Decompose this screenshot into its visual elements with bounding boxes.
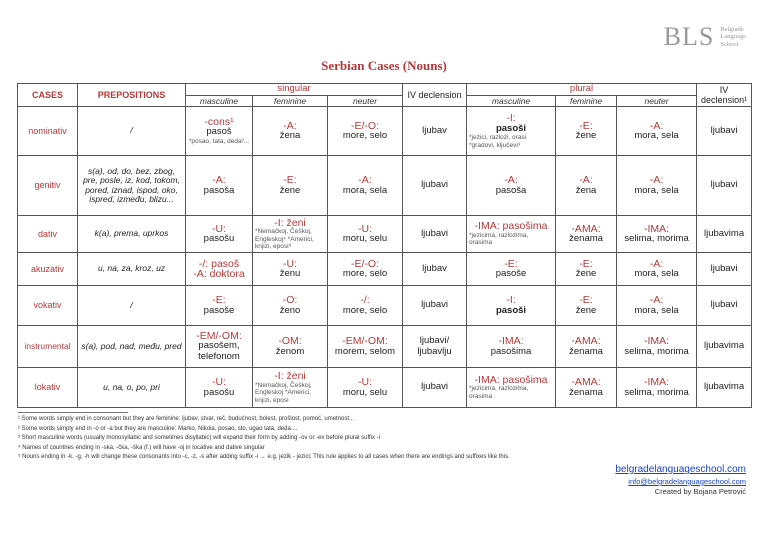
example-word: pasoše <box>495 268 527 279</box>
footnote: ² Some words simply end in -o or -a but they are masculine: Marko, Nikola, posao, sto, ugao tata, deda.... <box>18 425 298 432</box>
example-word: pasošu <box>203 233 235 244</box>
example-word: mora, sela <box>634 184 679 196</box>
ending: -A: <box>649 294 664 306</box>
ending: -AMA: <box>571 335 601 347</box>
ending: -IMA: <box>644 335 670 347</box>
note: *Nemačkoj, Češkoj, Engleskoj *Americi, knjizi, eposi <box>255 381 312 404</box>
iv-plural-cell: ljubavima <box>697 368 752 408</box>
example-word: žene <box>279 184 301 196</box>
example-word: selima, morima <box>624 233 689 244</box>
sing-masc-cell <box>186 107 253 156</box>
plur-neut-cell <box>617 326 697 368</box>
ending: -O: <box>282 294 298 306</box>
example-word: mora, sela <box>634 304 679 316</box>
case-row <box>18 156 752 216</box>
ending: -U: <box>283 257 297 270</box>
ending: -U: <box>212 222 226 235</box>
example-word: žena <box>575 184 597 196</box>
sing-masc-cell <box>186 326 253 368</box>
sing-fem-cell <box>253 216 328 253</box>
note: *Nemačkoj, Češkoj, Engleskoj⁴ *Americi, knjizi, eposi⁵ <box>255 228 314 250</box>
iv-singular-cell: ljubavi/ ljubavlju <box>403 326 467 368</box>
prepositions-cell: / <box>78 286 186 326</box>
ending: -A: doktora <box>193 268 245 280</box>
ending: -A: <box>579 174 593 186</box>
sing-neut-cell <box>328 107 403 156</box>
prepositions-cell: s(a), od, do, bez, zbog, pre, posle, iz, kod, tokom, pored, iznad, ispod, oko, ispred, između, blizu... <box>78 156 186 216</box>
author-credit: Created by Bojana Petrović <box>654 487 746 496</box>
example-word: pasoši <box>495 304 527 316</box>
footnote-divider <box>18 412 128 413</box>
logo-line: Belgrade <box>720 25 744 33</box>
plur-neut-cell <box>617 216 697 253</box>
plur-neut-cell <box>617 286 697 326</box>
sing-neut-cell <box>328 216 403 253</box>
example-word: pasošima <box>490 345 532 357</box>
footnote: ⁴ Names of countries ending in -ska, -čka, -ška (f.) will have -oj in locative and dative singular <box>18 444 265 451</box>
ending: -E/-O: <box>351 257 380 270</box>
case-name: dativ <box>18 216 78 253</box>
ending: -U: <box>212 376 226 388</box>
ending: -E: <box>579 119 593 132</box>
ending: -E: <box>504 257 518 270</box>
ending: -A: <box>504 174 518 186</box>
email-link[interactable]: info@belgradelanguageschool.com <box>628 477 746 486</box>
case-row <box>18 107 752 156</box>
note: *jezici, razlozi, orasi *gradovi, ključevi³ <box>469 134 527 149</box>
plur-masc-cell <box>467 216 556 253</box>
case-name: genitiv <box>18 156 78 216</box>
case-row <box>18 368 752 408</box>
sing-masc-cell <box>186 156 253 216</box>
plur-masc-cell <box>467 286 556 326</box>
sing-fem-cell <box>253 107 328 156</box>
example-word: ženama <box>569 233 603 244</box>
gender-header: feminine <box>253 95 328 107</box>
example-word: moru, selu <box>342 233 388 244</box>
ending: -I: <box>506 112 516 124</box>
case-name: nominativ <box>18 107 78 156</box>
site-info <box>615 464 746 496</box>
sing-masc-cell <box>186 216 253 253</box>
iv-declension-singular-header: IV declension <box>403 84 467 107</box>
ending: -E: <box>283 174 297 186</box>
ending: -A: <box>649 257 664 270</box>
sing-neut-cell <box>328 156 403 216</box>
footnotes <box>18 412 538 463</box>
example-word: ženo <box>279 304 301 316</box>
example-word: mora, sela <box>342 184 388 196</box>
prepositions-cell: / <box>78 107 186 156</box>
iv-plural-cell: ljubavi <box>697 286 752 326</box>
plur-masc-cell <box>467 368 556 408</box>
example-word: selima, morima <box>624 386 689 398</box>
sing-fem-cell <box>253 368 328 408</box>
logo-line: Language <box>720 33 746 41</box>
note: *jezicima, razlozima, orasima <box>469 231 529 247</box>
ending: -U: <box>358 222 373 235</box>
plur-fem-cell <box>556 286 617 326</box>
example-word: ženama <box>569 386 603 398</box>
case-row <box>18 326 752 368</box>
iv-singular-cell: ljubavi <box>403 216 467 253</box>
ending: -EM/-OM: <box>196 329 242 342</box>
cases-header: CASES <box>18 84 78 107</box>
ending: -EM/-OM: <box>342 335 388 347</box>
ending: -AMA: <box>571 376 601 388</box>
ending: -cons¹ <box>204 115 234 128</box>
ending: -E: <box>579 294 593 306</box>
sing-fem-cell <box>253 156 328 216</box>
ending: -IMA: <box>644 376 670 388</box>
header-row-1 <box>18 84 752 96</box>
gender-header: neuter <box>328 95 403 107</box>
case-row <box>18 286 752 326</box>
plural-header: plural <box>467 84 697 96</box>
case-name: lokativ <box>18 368 78 408</box>
case-name: instrumental <box>18 326 78 368</box>
singular-header: singular <box>186 84 403 96</box>
sing-fem-cell <box>253 253 328 286</box>
example-word: pasoše <box>203 304 235 316</box>
ending: -A: <box>212 174 226 186</box>
school-logo <box>664 22 746 52</box>
website-link[interactable]: belgradelanguageschool.com <box>615 464 746 475</box>
case-name: akuzativ <box>18 253 78 286</box>
plur-fem-cell <box>556 253 617 286</box>
plur-fem-cell <box>556 216 617 253</box>
example-word: žene <box>575 268 597 279</box>
sing-fem-cell <box>253 326 328 368</box>
example-word: pasošem, telefonom <box>198 340 240 362</box>
example-word: more, selo <box>342 130 388 141</box>
note: *posao, tata, deda²... <box>188 137 250 145</box>
ending: -OM: <box>278 335 302 347</box>
logo-text <box>720 26 746 49</box>
example-word: morem, selom <box>334 345 396 357</box>
cases-table <box>17 83 752 408</box>
gender-header: feminine <box>556 95 617 107</box>
plur-fem-cell <box>556 368 617 408</box>
ending: -/: pasoš <box>198 257 240 270</box>
example-word: moru, selu <box>342 386 388 398</box>
prepositions-cell: k(a), prema, uprkos <box>78 216 186 253</box>
ending: -A: <box>649 119 664 132</box>
plur-fem-cell <box>556 107 617 156</box>
example-word: pasoš <box>206 126 232 138</box>
plur-neut-cell <box>617 368 697 408</box>
ending: -I: ženi <box>274 370 306 382</box>
example-word: mora, sela <box>634 130 679 141</box>
ending: -E: <box>212 294 226 306</box>
sing-masc-cell <box>186 368 253 408</box>
example-word: selima, morima <box>624 345 689 357</box>
logo-mark: BLS <box>663 22 715 51</box>
plur-masc-cell <box>467 156 556 216</box>
example-word: pasoši <box>495 122 527 134</box>
ending: -A: <box>649 174 664 186</box>
ending: -AMA: <box>571 222 601 235</box>
prepositions-cell: u, na, za, kroz, uz <box>78 253 186 286</box>
footnote: ³ Short masculine words (usually monosyllabic and sometimes disyllabic) will expand their form by adding -ov or -ev before plural suffix -i <box>18 435 381 441</box>
ending: -IMA: pasošima <box>474 373 548 386</box>
example-word: mora, sela <box>634 268 679 279</box>
sing-neut-cell <box>328 253 403 286</box>
ending: -I: ženi <box>274 216 306 229</box>
example-word: pasošu <box>203 386 235 398</box>
example-word: pasoša <box>203 184 235 196</box>
prepositions-cell: s(a), pod, nad, među, pred <box>78 326 186 368</box>
sing-fem-cell <box>253 286 328 326</box>
example-word: žene <box>575 130 597 141</box>
plur-neut-cell <box>617 107 697 156</box>
ending: -IMA: pasošima <box>474 220 548 233</box>
iv-plural-cell: ljubavima <box>697 326 752 368</box>
footnote: ⁵ Nouns ending in -k, -g, -h will change these consonants into -c, -z, -s after adding suffix -i → e.g. jezik - jezici; This rule applies to all cases when there are endings and suffixes like this. <box>18 454 510 460</box>
example-word: ženu <box>279 268 301 279</box>
page-title: Serbian Cases (Nouns) <box>321 58 447 73</box>
sing-neut-cell <box>328 368 403 408</box>
example-word: ženama <box>569 345 603 357</box>
example-word: žene <box>575 304 597 316</box>
sing-masc-cell <box>186 286 253 326</box>
sing-neut-cell <box>328 326 403 368</box>
sing-masc-cell <box>186 253 253 286</box>
plur-masc-cell <box>467 107 556 156</box>
ending: -E: <box>579 257 593 270</box>
iv-plural-cell: ljubavima <box>697 216 752 253</box>
iv-plural-cell: ljubavi <box>697 253 752 286</box>
logo-line: School <box>720 40 739 48</box>
iv-singular-cell: ljubav <box>403 253 467 286</box>
plur-neut-cell <box>617 156 697 216</box>
example-word: more, selo <box>342 268 388 279</box>
iv-plural-cell: ljubavi <box>697 107 752 156</box>
ending: -A: <box>358 174 372 186</box>
footnote: ¹ Some words simply end in consonant but they are feminine: ljubav, stvar, reč, budućnost, bolest, prošlost, pomoć, umetnost... <box>18 416 355 422</box>
iv-singular-cell: ljubav <box>403 107 467 156</box>
gender-header: masculine <box>467 95 556 107</box>
example-word: more, selo <box>342 304 388 316</box>
plur-masc-cell <box>467 253 556 286</box>
case-row <box>18 216 752 253</box>
example-word: pasoša <box>495 184 527 196</box>
ending: -U: <box>358 376 373 388</box>
ending: -E/-O: <box>351 119 380 132</box>
iv-declension-plural-header: IV declension¹ <box>697 84 752 107</box>
gender-header: neuter <box>617 95 697 107</box>
plur-neut-cell <box>617 253 697 286</box>
prepositions-header: PREPOSITIONS <box>78 84 186 107</box>
iv-singular-cell: ljubavi <box>403 156 467 216</box>
sing-neut-cell <box>328 286 403 326</box>
iv-singular-cell: ljubavi <box>403 368 467 408</box>
ending: -/: <box>360 294 370 306</box>
gender-header: masculine <box>186 95 253 107</box>
ending: -IMA: <box>644 222 670 235</box>
ending: -I: <box>506 294 516 306</box>
example-word: žena <box>279 130 301 141</box>
example-word: ženom <box>275 345 305 357</box>
iv-plural-cell: ljubavi <box>697 156 752 216</box>
case-name: vokativ <box>18 286 78 326</box>
plur-masc-cell <box>467 326 556 368</box>
case-row <box>18 253 752 286</box>
plur-fem-cell <box>556 326 617 368</box>
ending: -IMA: <box>498 335 524 347</box>
ending: -A: <box>283 119 297 132</box>
note: *jezicima, razlozima, orasima <box>469 385 529 400</box>
plur-fem-cell <box>556 156 617 216</box>
iv-singular-cell: ljubavi <box>403 286 467 326</box>
prepositions-cell: u, na, o, po, pri <box>78 368 186 408</box>
